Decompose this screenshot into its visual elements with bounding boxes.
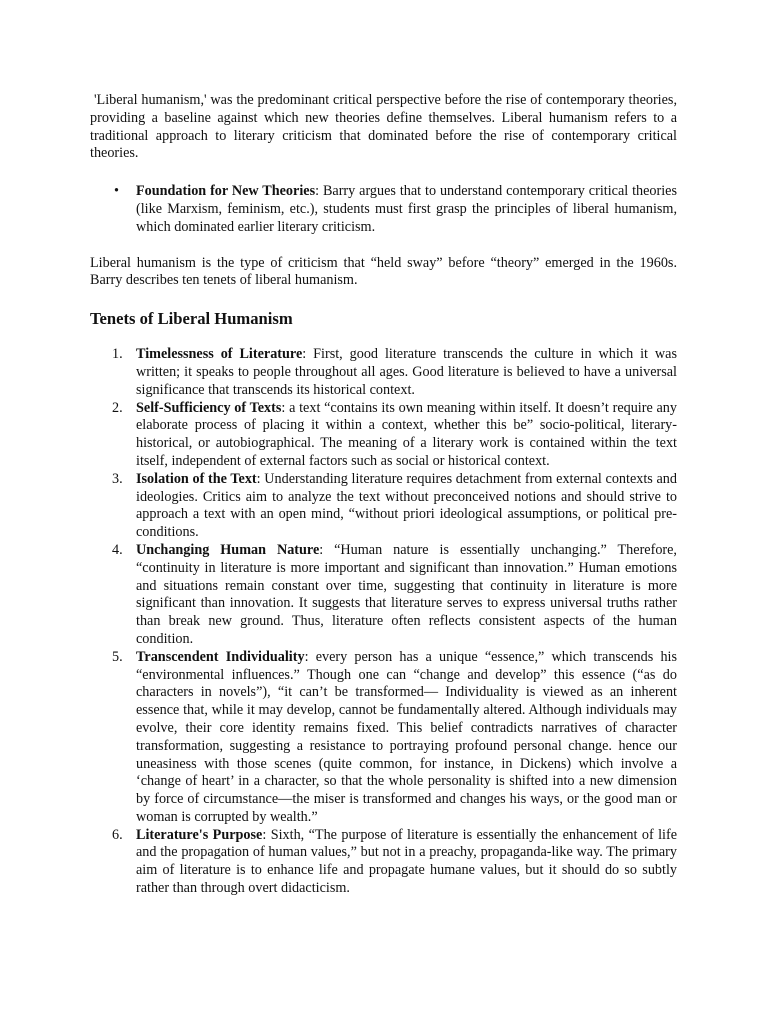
intro-paragraph: 'Liberal humanism,' was the predominant critical perspective before the rise of contemporary theories, providing a baseline against which new theories define themselves. Liberal humanism refers to a traditional approach to literary criticism that dominated before the rise of contemporary critical theories.	[90, 92, 677, 162]
list-term: Literature's Purpose	[136, 826, 263, 843]
list-number: 4.	[112, 541, 123, 558]
list-term: Transcendent Individuality	[136, 648, 305, 665]
body-paragraph: Liberal humanism is the type of criticism that “held sway” before “theory” emerged in the 1960s. Barry describes ten tenets of liberal humanism.	[90, 254, 677, 289]
list-term: Isolation of the Text	[136, 470, 257, 487]
list-item	[112, 648, 678, 827]
list-number: 1.	[112, 346, 123, 363]
list-item	[112, 826, 677, 898]
list-term: Self-Sufficiency of Texts	[136, 399, 282, 416]
list-number: 2.	[112, 399, 123, 416]
list-text: : First, good literature transcends the culture in which it was written; it speaks to people throughout all ages. Good literature is believed to have a universal significance that transcends its historical context.	[136, 346, 677, 398]
list-item	[112, 399, 677, 471]
list-text: : a text “contains its own meaning within itself. It doesn’t require any elaborate process of placing it within a context, whether this be” socio-political, literary-historical, or autobiographical. The meaning of a literary work is contained within the text itself, independent of external factors such as social or historical context.	[136, 399, 677, 469]
list-term: Unchanging Human Nature	[136, 541, 320, 558]
list-text: : every person has a unique “essence,” which transcends his “environmental influences.” Though one can “change and develop” this essence (“as do characters in novels”), “it can’t be transformed— Individuality is viewed as an inherent essence that, while it may develop, cannot be fundamentally altered. Although individuals may evolve, their core identity remains fixed. This belief contradicts narratives of character transformation, suggesting a resistance to portraying profound personal change. hence our uneasiness with those scenes (quite common, for instance, in Dickens) which involve a ‘change of heart’ in a character, so that the whole personality is shifted into a new dimension by force of circumstance—the miser is transformed and changes his ways, or the good man or woman is corrupted by wealth.”	[136, 648, 678, 825]
list-text: : Understanding literature requires detachment from external contexts and ideologies. Critics aim to analyze the text without preconceived notions and should strive to approach a text with an open mind, “without priori ideological assumptions, or political pre-conditions.	[136, 470, 677, 541]
list-number: 6.	[112, 826, 123, 843]
list-text: : “Human nature is essentially unchanging.” Therefore, “continuity in literature is more important and significant than innovation.” Human emotions and situations remain constant over time, suggesting that continuity in literature is more significant than innovation. It suggests that literature serves to express universal truths rather than break new ground. Thus, literature often reflects consistent aspects of the human condition.	[136, 541, 677, 647]
bullet-text: : Barry argues that to understand contemporary critical theories (like Marxism, feminism, etc.), students must first grasp the principles of liberal humanism, which dominated earlier literary criticism.	[136, 183, 677, 235]
list-item	[112, 470, 677, 542]
list-number: 5.	[112, 648, 123, 665]
list-item	[112, 346, 677, 399]
section-heading: Tenets of Liberal Humanism	[90, 309, 293, 329]
document-page	[90, 92, 677, 898]
bullet-item	[114, 183, 677, 236]
list-item	[112, 541, 677, 649]
tenets-list	[90, 346, 677, 898]
list-term: Timelessness of Literature	[136, 346, 303, 363]
bullet-list	[90, 183, 677, 236]
bullet-term: Foundation for New Theories	[136, 183, 316, 200]
list-text: : Sixth, “The purpose of literature is essentially the enhancement of life and the propagation of human values,” but not in a preachy, propaganda-like way. The primary aim of literature is to enhance life and propagate humane values, but it should do so subtly rather than through overt didacticism.	[136, 826, 677, 897]
bullet-marker: •	[114, 183, 119, 200]
list-number: 3.	[112, 470, 123, 487]
